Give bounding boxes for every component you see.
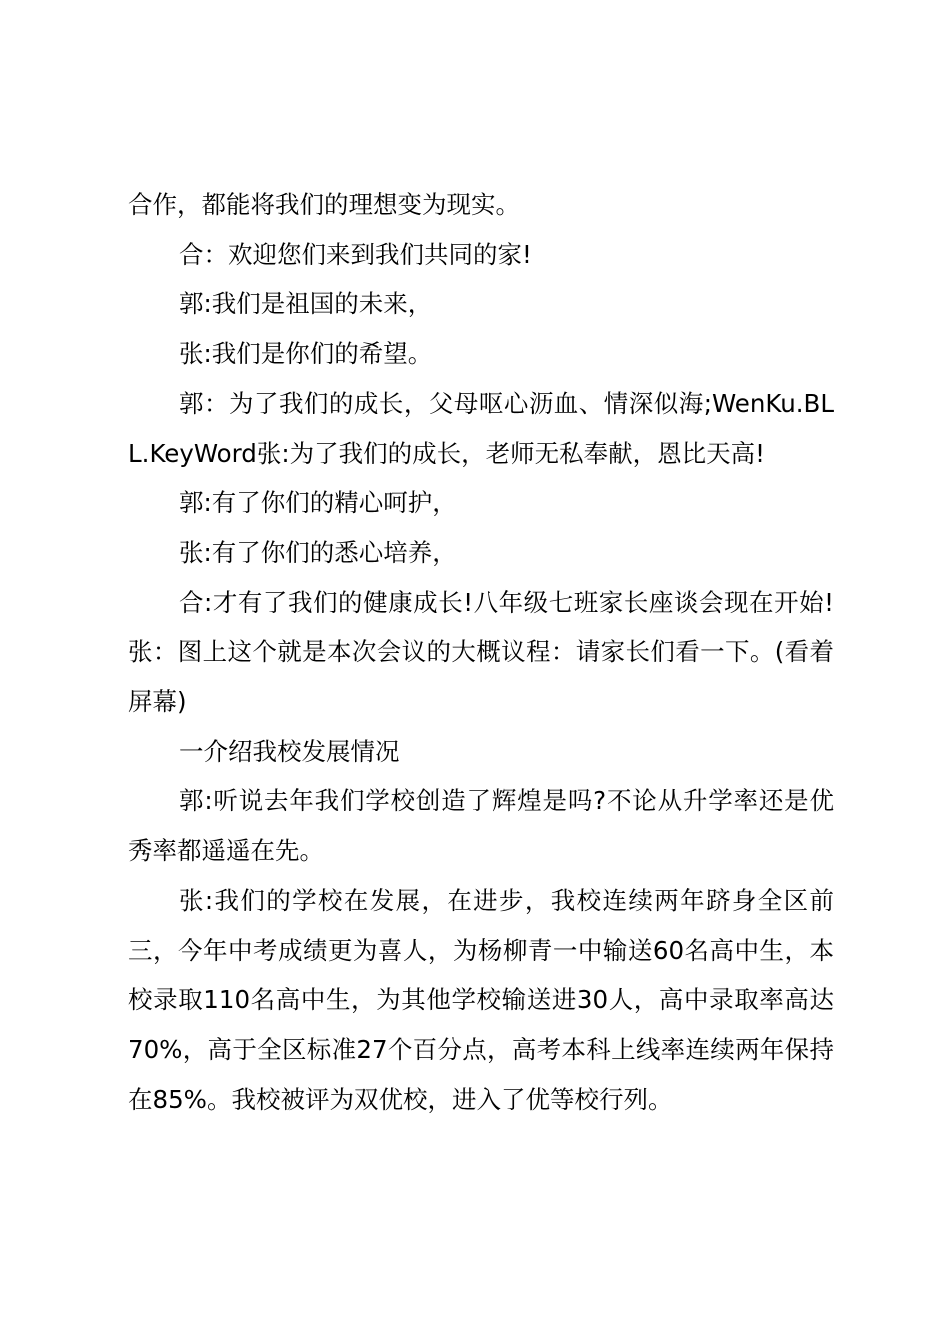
document-body [128, 180, 834, 1124]
paragraph-10: 郭:听说去年我们学校创造了辉煌是吗?不论从升学率还是优秀率都遥遥在先。 [128, 786, 834, 866]
paragraph-5: 郭：为了我们的成长，父母呕心沥血、情深似海;WenKu.BLL.KeyWord张:为了我们的成长，老师无私奉献，恩比天高! [128, 388, 834, 468]
paragraph-4: 张:我们是你们的希望。 [179, 339, 433, 369]
paragraph-3: 郭:我们是祖国的未来， [179, 289, 433, 319]
paragraph-9: 一介绍我校发展情况 [179, 736, 400, 766]
paragraph-11: 张:我们的学校在发展，在进步，我校连续两年跻身全区前三，今年中考成绩更为喜人，为杨柳青一中输送60名高中生，本校录取110名高中生，为其他学校输送进30人，高中录取率高达70%，高于全区标准27个百分点，高考本科上线率连续两年保持在85%。我校被评为双优校，进入了优等校行列。 [128, 885, 834, 1114]
paragraph-6: 郭:有了你们的精心呵护， [179, 488, 457, 518]
paragraph-2: 合：欢迎您们来到我们共同的家! [179, 239, 532, 269]
paragraph-8: 合:才有了我们的健康成长!八年级七班家长座谈会现在开始!张：图上这个就是本次会议的大概议程：请家长们看一下。(看着屏幕) [128, 587, 834, 717]
paragraph-1: 合作，都能将我们的理想变为现实。 [128, 190, 520, 219]
paragraph-7: 张:有了你们的悉心培养， [179, 537, 457, 567]
